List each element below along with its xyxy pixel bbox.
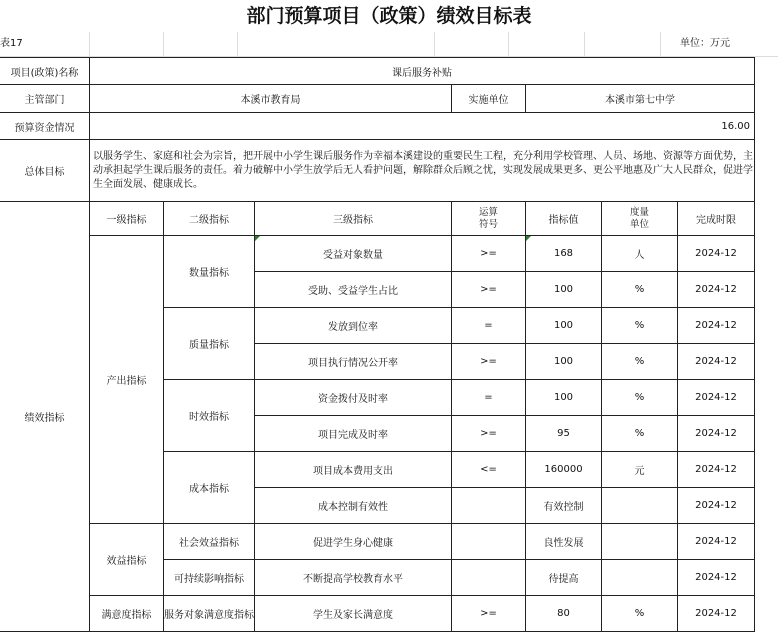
indicator-op: >= [452, 236, 526, 272]
table-code: 表17 [0, 38, 23, 49]
indicator-unit [602, 560, 678, 596]
level2-quality: 质量指标 [164, 308, 255, 380]
sheet-edge [772, 57, 778, 644]
dept-value: 本溪市教育局 [90, 85, 452, 113]
indicator-op [452, 560, 526, 596]
indicator-name: 学生及家长满意度 [255, 596, 452, 632]
indicator-unit: % [602, 380, 678, 416]
indicator-time: 2024-12 [678, 524, 755, 560]
indicator-op: <= [452, 452, 526, 488]
header-level2: 二级指标 [164, 202, 255, 236]
indicator-unit [602, 488, 678, 524]
page-title: 部门预算项目（政策）绩效目标表 [246, 5, 532, 27]
level2-served: 服务对象满意度指标 [164, 596, 255, 632]
indicator-op: >= [452, 416, 526, 452]
indicator-value: 100 [526, 308, 602, 344]
unit-label: 单位：万元 [680, 38, 730, 49]
indicator-unit: 元 [602, 452, 678, 488]
level2-cost: 成本指标 [164, 452, 255, 524]
indicator-unit [602, 524, 678, 560]
header-level1: 一级指标 [90, 202, 164, 236]
indicator-name: 促进学生身心健康 [255, 524, 452, 560]
project-name-value: 课后服务补贴 [90, 58, 755, 85]
impl-label: 实施单位 [452, 85, 526, 113]
indicator-op: >= [452, 272, 526, 308]
impl-value: 本溪市第七中学 [526, 85, 755, 113]
indicator-time: 2024-12 [678, 272, 755, 308]
goal-label: 总体目标 [0, 140, 90, 202]
indicator-value: 95 [526, 416, 602, 452]
header-operator: 运算 符号 [452, 202, 526, 236]
indicator-unit: 人 [602, 236, 678, 272]
table-row [0, 236, 755, 272]
indicator-unit: % [602, 344, 678, 380]
indicator-name: 项目完成及时率 [255, 416, 452, 452]
indicator-value: 100 [526, 272, 602, 308]
indicator-name: 不断提高学校教育水平 [255, 560, 452, 596]
indicator-op: = [452, 308, 526, 344]
indicator-name: 成本控制有效性 [255, 488, 452, 524]
level2-social: 社会效益指标 [164, 524, 255, 560]
indicator-unit: % [602, 596, 678, 632]
indicator-value: 良性发展 [526, 524, 602, 560]
header-value: 指标值 [526, 202, 602, 236]
indicator-name: 项目成本费用支出 [255, 452, 452, 488]
indicator-time: 2024-12 [678, 236, 755, 272]
indicator-time: 2024-12 [678, 380, 755, 416]
indicator-name: 项目执行情况公开率 [255, 344, 452, 380]
indicator-unit: % [602, 272, 678, 308]
indicator-time: 2024-12 [678, 488, 755, 524]
indicator-value: 80 [526, 596, 602, 632]
indicator-time: 2024-12 [678, 560, 755, 596]
indicator-name: 发放到位率 [255, 308, 452, 344]
level1-benefit: 效益指标 [90, 524, 164, 596]
goal-text: 以服务学生、家庭和社会为宗旨，把开展中小学生课后服务作为幸福本溪建设的重要民生工程，充分利用学校管理、人员、场地、资源等方面优势，主动承担起学生课后服务的责任。着力破解中小学生放学后无人看护问题，解除群众后顾之忧，实现发展成果更多、更公平地惠及广大人民群众，促进学生全面发展、健康成长。 [90, 140, 755, 202]
header-time: 完成时限 [678, 202, 755, 236]
header-unit: 度量 单位 [602, 202, 678, 236]
budget-value: 16.00 [90, 113, 755, 140]
indicator-value: 168 [526, 236, 602, 272]
indicator-op [452, 524, 526, 560]
level2-quantity: 数量指标 [164, 236, 255, 308]
indicator-name: 受益对象数量 [255, 236, 452, 272]
indicator-unit: % [602, 308, 678, 344]
level2-sustain: 可持续影响指标 [164, 560, 255, 596]
performance-table [0, 57, 755, 632]
indicator-value: 100 [526, 380, 602, 416]
indicator-value: 160000 [526, 452, 602, 488]
header-level3: 三级指标 [255, 202, 452, 236]
indicator-value: 100 [526, 344, 602, 380]
level1-output: 产出指标 [90, 236, 164, 524]
indicator-time: 2024-12 [678, 452, 755, 488]
sheet-header-row [0, 32, 778, 57]
indicator-time: 2024-12 [678, 416, 755, 452]
indicator-name: 资金拨付及时率 [255, 380, 452, 416]
table-row [0, 596, 755, 632]
dept-label: 主管部门 [0, 85, 90, 113]
indicator-op: >= [452, 344, 526, 380]
indicator-time: 2024-12 [678, 308, 755, 344]
indicator-name: 受助、受益学生占比 [255, 272, 452, 308]
indicator-op: = [452, 380, 526, 416]
indicator-value: 待提高 [526, 560, 602, 596]
project-name-label: 项目(政策)名称 [0, 58, 90, 85]
perf-label: 绩效指标 [0, 202, 90, 632]
budget-label: 预算资金情况 [0, 113, 90, 140]
indicator-value: 有效控制 [526, 488, 602, 524]
indicator-op: >= [452, 596, 526, 632]
indicator-time: 2024-12 [678, 344, 755, 380]
level1-satisfaction: 满意度指标 [90, 596, 164, 632]
table-row [0, 524, 755, 560]
indicator-time: 2024-12 [678, 596, 755, 632]
indicator-op [452, 488, 526, 524]
level2-timeliness: 时效指标 [164, 380, 255, 452]
indicator-unit: % [602, 416, 678, 452]
